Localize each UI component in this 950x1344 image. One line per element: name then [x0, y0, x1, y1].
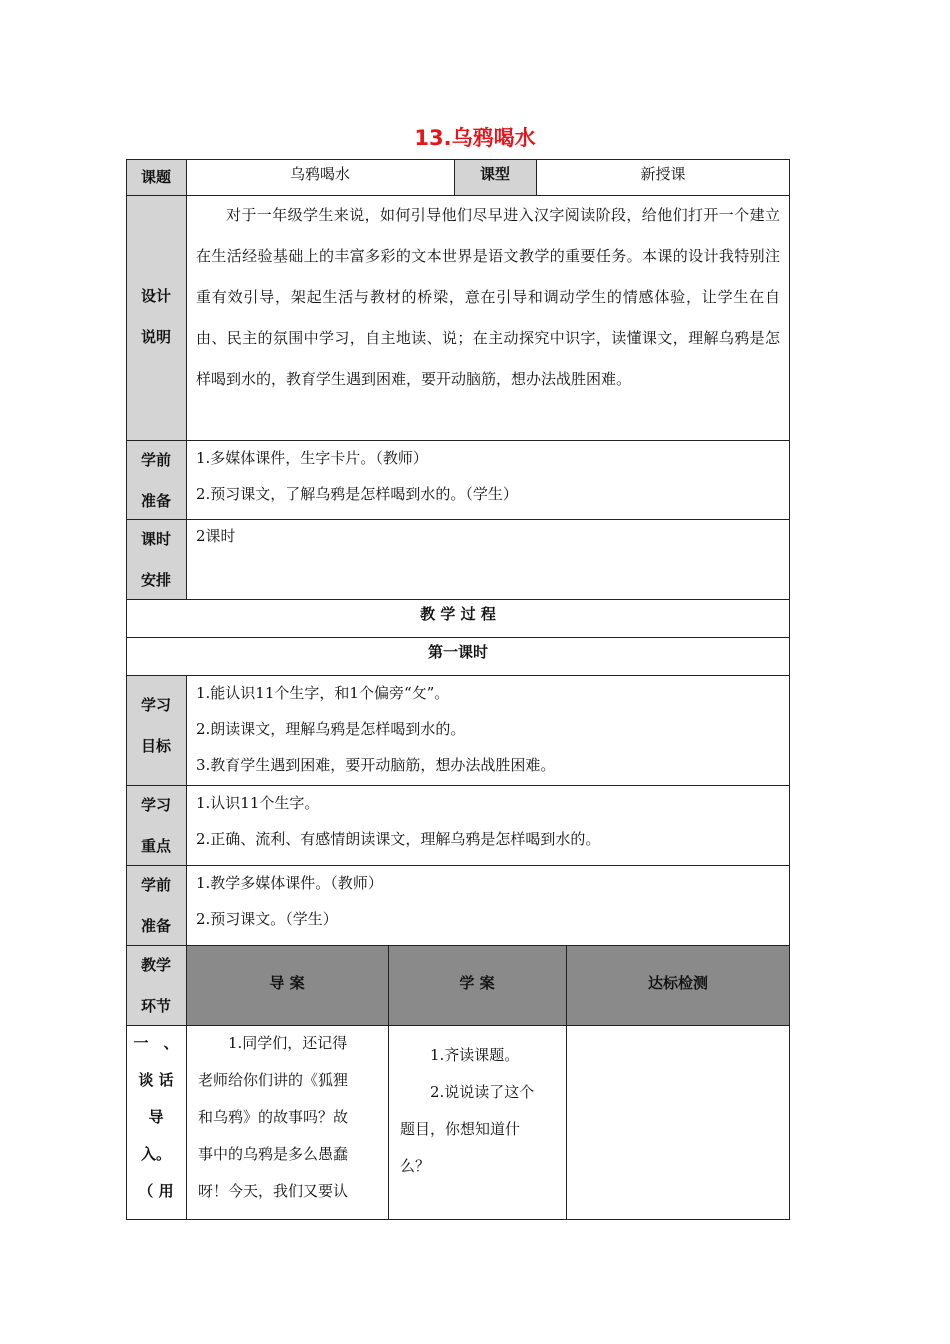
keypoint-item: 2.正确、流利、有感情朗读课文，理解乌鸦是怎样喝到水的。 — [196, 830, 601, 848]
stage1-guide-line: 和乌鸦》的故事吗？故 — [198, 1108, 349, 1126]
lesson-plan-table — [126, 159, 790, 1220]
stage1-guide — [186, 1025, 388, 1220]
type-label: 课型 — [454, 159, 536, 195]
type-value: 新授课 — [640, 165, 686, 183]
table-border-top — [126, 159, 790, 160]
study-column-header: 学 案 — [388, 945, 566, 1025]
row-divider — [126, 945, 790, 946]
goal-item: 2.朗读课文，理解乌鸦是怎样喝到水的。 — [196, 720, 466, 738]
stage-header-line1: 教学 — [140, 956, 171, 974]
row-divider — [126, 865, 790, 866]
stage1-label-line: 入。 — [140, 1145, 171, 1163]
column-divider — [186, 675, 187, 1220]
goals-label — [126, 675, 186, 785]
schedule-label-line2: 安排 — [140, 571, 171, 589]
stage1-study-line: 题目，你想知道什 — [400, 1120, 521, 1138]
process-title: 教 学 过 程 — [420, 605, 496, 623]
schedule-value: 2课时 — [196, 527, 236, 545]
schedule-label-line1: 课时 — [140, 530, 171, 548]
prep2-label-line1: 学前 — [140, 876, 171, 894]
stage1-guide-line: 1.同学们，还记得 — [228, 1034, 348, 1052]
prep-label-line1: 学前 — [140, 451, 171, 469]
column-divider — [536, 159, 537, 195]
page-title: 13.乌鸦喝水 — [414, 126, 536, 150]
goals-label-line2: 目标 — [140, 737, 171, 755]
stage1-guide-line: 老师给你们讲的《狐狸 — [198, 1071, 349, 1089]
row-divider — [126, 675, 790, 676]
stage1-study — [388, 1025, 566, 1220]
design-label-line1: 设计 — [140, 287, 171, 305]
stage1-label — [126, 1025, 186, 1220]
stage1-guide-line: 呀！今天，我们又要认 — [198, 1182, 349, 1200]
stage1-label-line: 谈 话 — [138, 1071, 174, 1089]
check-column-header: 达标检测 — [566, 945, 790, 1025]
keypoints-list — [186, 785, 790, 865]
goals-label-line1: 学习 — [140, 696, 171, 714]
stage1-label-line: 一 、 — [133, 1034, 179, 1052]
keypoints-label-line2: 重点 — [140, 837, 171, 855]
goal-item: 3.教育学生遇到困难，要开动脑筋，想办法战胜困难。 — [196, 756, 556, 774]
guide-column-header: 导 案 — [186, 945, 388, 1025]
row-divider — [126, 599, 790, 600]
row-divider — [126, 785, 790, 786]
column-divider — [566, 945, 567, 1220]
prep-list — [186, 440, 790, 519]
prep-item: 2.预习课文，了解乌鸦是怎样喝到水的。（学生） — [196, 485, 518, 503]
stage1-check — [566, 1025, 790, 1220]
row-divider — [126, 195, 790, 196]
row-divider — [126, 440, 790, 441]
table-border-left — [126, 159, 127, 1220]
goal-item: 1.能认识11个生字，和1个偏旁“攵”。 — [196, 684, 450, 702]
row-divider — [126, 637, 790, 638]
stage-column-header — [126, 945, 186, 1025]
design-text: 对于一年级学生来说，如何引导他们尽早进入汉字阅读阶段，给他们打开一个建立在生活经验基础上的丰富多彩的文本世界是语文教学的重要任务。本课的设计我特别注重有效引导，架起生活与教材的桥梁，意在引导和调动学生的情感体验，让学生在自由、民主的氛围中学习，自主地读、说；在主动探究中识字，读懂课文，理解乌鸦是怎样喝到水的，教育学生遇到困难，要开动脑筋，想办法战胜困难。 — [196, 206, 780, 388]
prep2-item: 1.教学多媒体课件。（教师） — [196, 874, 383, 892]
row-divider — [126, 519, 790, 520]
keypoints-label-line1: 学习 — [140, 796, 171, 814]
stage1-guide-line: 事中的乌鸦是多么愚蠢 — [198, 1145, 349, 1163]
column-divider — [454, 159, 455, 195]
column-divider — [388, 945, 389, 1220]
prep-label-line2: 准备 — [140, 492, 171, 510]
row-divider — [126, 1025, 790, 1026]
prep2-label — [126, 865, 186, 945]
stage1-label-line: （ 用 — [138, 1182, 174, 1200]
prep2-item: 2.预习课文。（学生） — [196, 910, 338, 928]
stage1-label-line: 导 — [148, 1108, 164, 1126]
topic-label: 课题 — [126, 159, 186, 195]
column-divider — [186, 159, 187, 599]
prep-item: 1.多媒体课件，生字卡片。（教师） — [196, 449, 428, 467]
stage-header-line2: 环节 — [140, 997, 171, 1015]
keypoint-item: 1.认识11个生字。 — [196, 794, 320, 812]
prep-label — [126, 440, 186, 519]
lesson1-title: 第一课时 — [427, 643, 488, 661]
goals-list — [186, 675, 790, 785]
table-border-bottom — [126, 1219, 790, 1220]
table-border-right — [789, 159, 790, 1220]
prep2-list — [186, 865, 790, 945]
topic-value: 乌鸦喝水 — [289, 165, 350, 183]
prep2-label-line2: 准备 — [140, 917, 171, 935]
design-label-line2: 说明 — [140, 328, 171, 346]
schedule-label — [126, 519, 186, 599]
keypoints-label — [126, 785, 186, 865]
design-label — [126, 195, 186, 440]
stage1-study-line: 1.齐读课题。 — [430, 1046, 520, 1064]
stage1-study-line: 2.说说读了这个 — [430, 1083, 535, 1101]
stage1-study-line: 么？ — [400, 1157, 431, 1175]
